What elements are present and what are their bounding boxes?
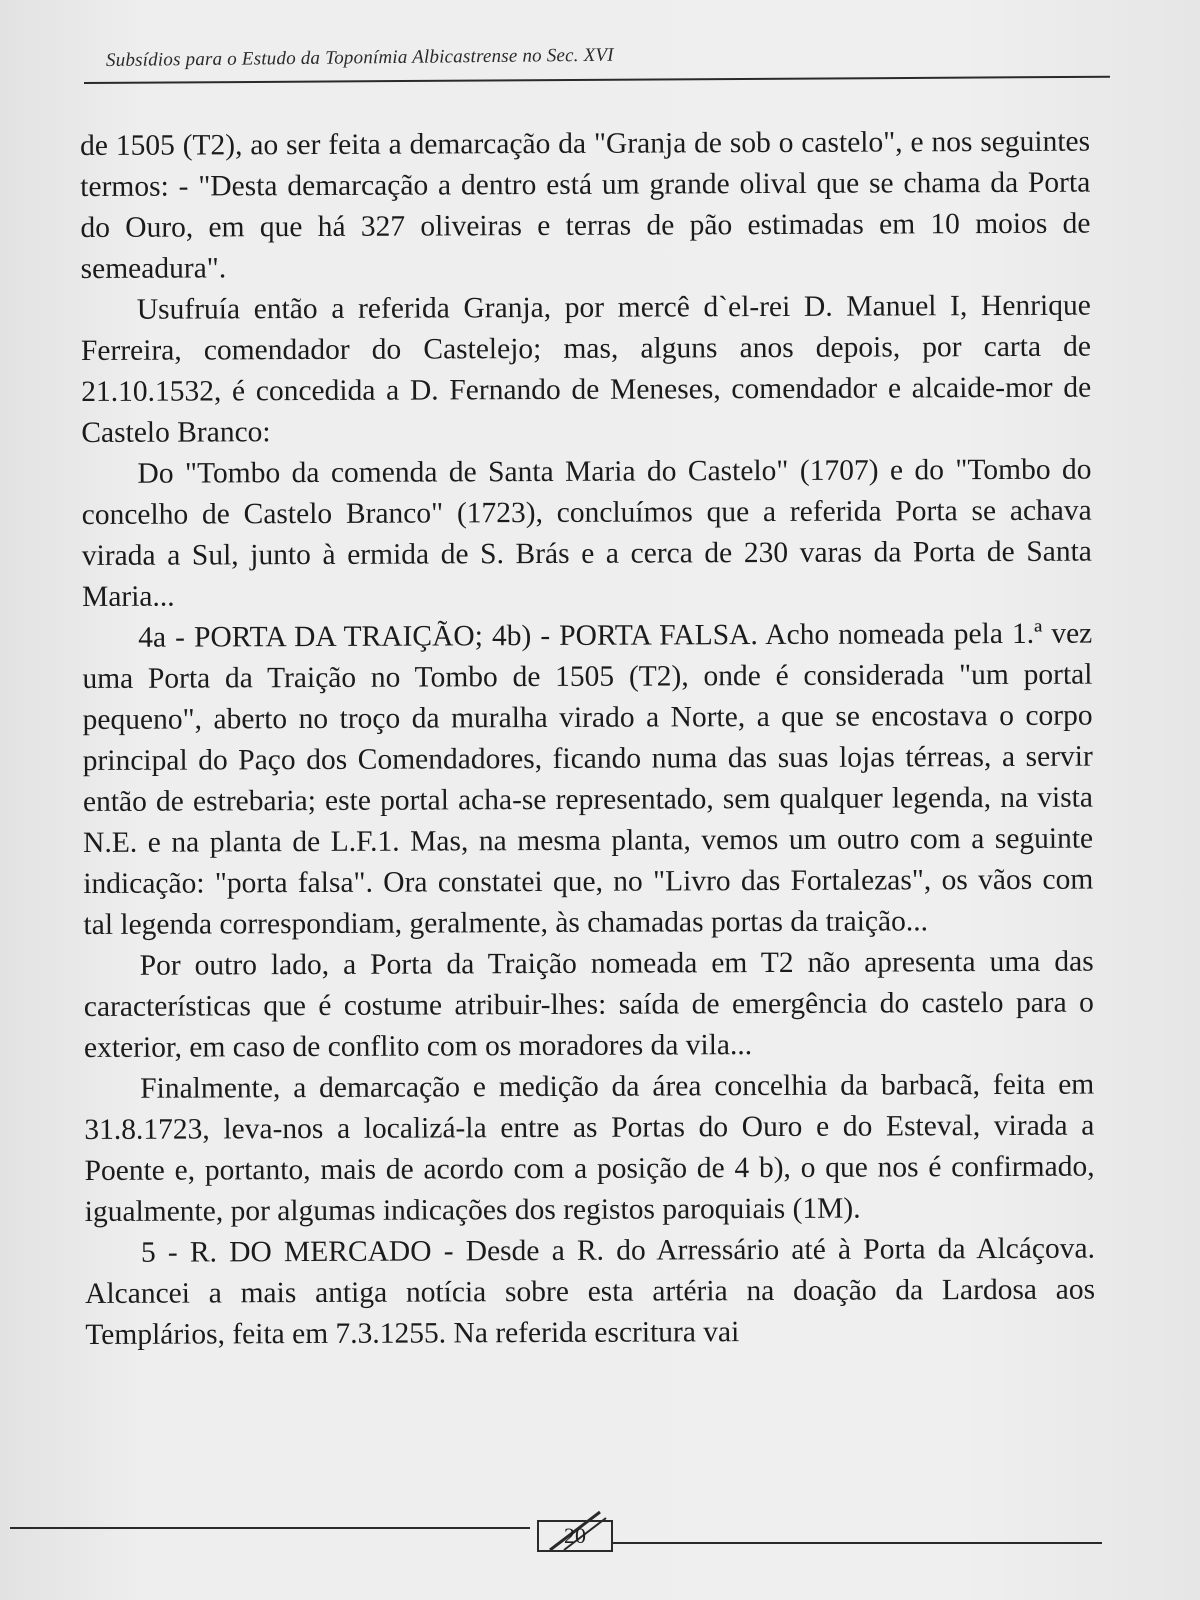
page-number: 20 [537,1520,613,1552]
paragraph-4: 4a - PORTA DA TRAIÇÃO; 4b) - PORTA FALSA. Acho nomeada pela 1.ª vez uma Porta da Traição no Tombo de 1505 (T2), onde é considerada "um portal pequeno", aberto no troço da muralha virado a Norte, a que se encostava o corpo principal do Paço dos Comendadores, ficando numa das suas lojas térreas, a servir então de estrebaria; este portal acha-se representado, sem qualquer legenda, na vista N.E. e na planta de L.F.1. Mas, na mesma planta, vemos um outro com a seguinte indicação: "porta falsa". Ora constatei que, no "Livro das Fortalezas", os vãos com tal legenda correspondiam, geralmente, às chamadas portas da traição... [82,617,1094,941]
paragraph-6: Finalmente, a demarcação e medição da área concelhia da barbacã, feita em 31.8.1723, leva-nos a localizá-la entre as Portas do Ouro e do Esteval, virada a Poente e, portanto, mais de acordo com a posição de 4 b), o que nos é confirmado, igualmente, por algumas indicações dos registos paroquiais (1M). [84,1068,1095,1228]
running-header: Subsídios para o Estudo da Toponímia Albicastrense no Sec. XVI [105,44,614,71]
paragraph-2: Usufruía então a referida Granja, por mercê d`el-rei D. Manuel I, Henrique Ferreira, comendador do Castelejo; mas, alguns anos depois, por carta de 21.10.1532, é concedida a D. Fernando de Meneses, comendador e alcaide-mor de Castelo Branco: [80,289,1092,449]
paragraph-1: de 1505 (T2), ao ser feita a demarcação da "Granja de sob o castelo", e nos seguintes termos: - "Desta demarcação a dentro está um grande olival que se chama da Porta do Ouro, em que há 327 oliveiras e terras de pão estimadas em 10 moios de semeadura". [80,125,1091,285]
paragraph-5: Por outro lado, a Porta da Traição nomeada em T2 não apresenta uma das características que é costume atribuir-lhes: saída de emergência do castelo para o exterior, em caso de conflito com os moradores da vila... [83,945,1094,1064]
paragraph-3: Do "Tombo da comenda de Santa Maria do Castelo" (1707) e do "Tombo do concelho de Castelo Branco" (1723), concluímos que a referida Porta se achava virada a Sul, junto à ermida de S. Brás e a cerca de 230 varas da Porta de Santa Maria... [81,453,1092,613]
paragraph-7: 5 - R. DO MERCADO - Desde a R. do Arressário até à Porta da Alcáçova. Alcancei a mais antiga notícia sobre esta artéria na doação da Lardosa aos Templários, feita em 7.3.1255. Na referida escritura vai [85,1232,1096,1351]
footer-rule-left [10,1527,530,1529]
body-text [80,122,1095,1356]
footer-rule-right [612,1542,1102,1544]
header-rule [84,76,1110,84]
